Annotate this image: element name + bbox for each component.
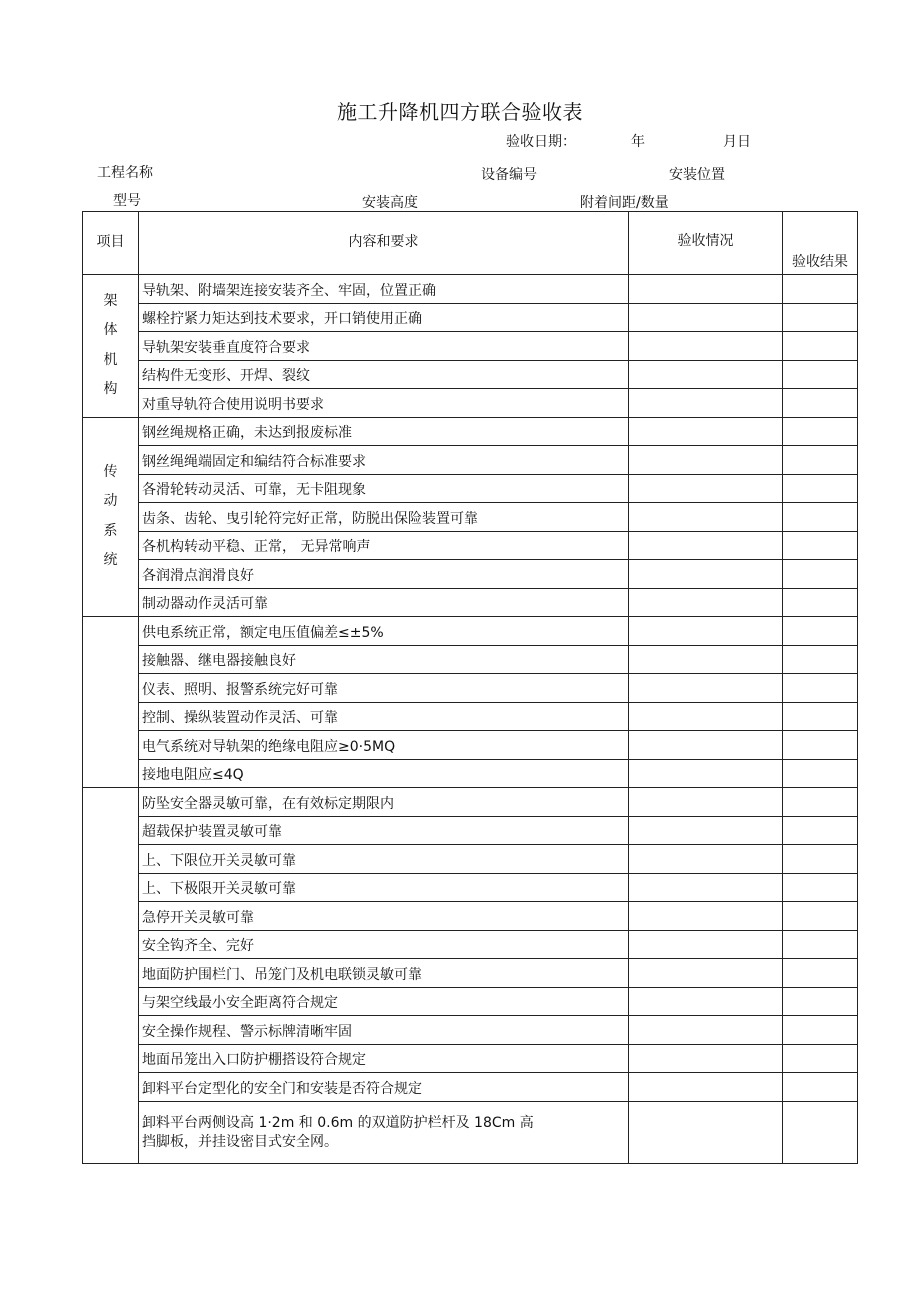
- result-cell[interactable]: [783, 446, 858, 475]
- condition-cell[interactable]: [629, 1016, 783, 1045]
- header-condition: 验收情况: [629, 212, 783, 275]
- header-item: 项目: [83, 212, 139, 275]
- table-row: [83, 759, 858, 788]
- condition-cell[interactable]: [629, 816, 783, 845]
- table-row: [83, 645, 858, 674]
- table-row: [83, 731, 858, 760]
- requirement-cell: 导轨架、附墙架连接安装齐全、牢固，位置正确: [139, 275, 629, 304]
- result-cell[interactable]: [783, 959, 858, 988]
- result-cell[interactable]: [783, 674, 858, 703]
- table-row: [83, 987, 858, 1016]
- condition-cell[interactable]: [629, 759, 783, 788]
- result-cell[interactable]: [783, 303, 858, 332]
- table-row: [83, 1016, 858, 1045]
- requirement-cell: 对重导轨符合使用说明书要求: [139, 389, 629, 418]
- model-label: 型号: [113, 193, 141, 209]
- table-row: [83, 873, 858, 902]
- result-cell[interactable]: [783, 617, 858, 646]
- condition-cell[interactable]: [629, 617, 783, 646]
- requirement-cell: 各滑轮转动灵活、可靠，无卡阻现象: [139, 474, 629, 503]
- requirement-cell: 卸料平台定型化的安全门和安装是否符合规定: [139, 1073, 629, 1102]
- condition-cell[interactable]: [629, 360, 783, 389]
- requirement-cell: 电气系统对导轨架的绝缘电阻应≥0·5MQ: [139, 731, 629, 760]
- condition-cell[interactable]: [629, 1073, 783, 1102]
- condition-cell[interactable]: [629, 474, 783, 503]
- header-result: 验收结果: [783, 212, 858, 275]
- requirement-cell: 供电系统正常，额定电压值偏差≤±5%: [139, 617, 629, 646]
- table-row: [83, 1101, 858, 1163]
- table-row: [83, 845, 858, 874]
- table-row: [83, 788, 858, 817]
- table-row: [83, 332, 858, 361]
- result-cell[interactable]: [783, 588, 858, 617]
- requirement-cell: 安全操作规程、警示标牌清晰牢固: [139, 1016, 629, 1045]
- table-row: [83, 303, 858, 332]
- header-content: 内容和要求: [139, 212, 629, 275]
- requirement-cell: 上、下极限开关灵敏可靠: [139, 873, 629, 902]
- table-row: [83, 503, 858, 532]
- condition-cell[interactable]: [629, 503, 783, 532]
- condition-cell[interactable]: [629, 902, 783, 931]
- attach-spacing-label: 附着间距/数量: [580, 195, 669, 211]
- condition-cell[interactable]: [629, 788, 783, 817]
- group-label-frame: 架 体 机 构: [83, 275, 139, 418]
- requirement-cell: [139, 1101, 629, 1163]
- install-location-label: 安装位置: [669, 167, 725, 183]
- result-cell[interactable]: [783, 503, 858, 532]
- requirement-cell: 钢丝绳绳端固定和编结符合标准要求: [139, 446, 629, 475]
- condition-cell[interactable]: [629, 275, 783, 304]
- condition-cell[interactable]: [629, 303, 783, 332]
- acceptance-table: [82, 211, 858, 1164]
- project-name-label: 工程名称: [97, 165, 153, 181]
- requirement-cell: 导轨架安装垂直度符合要求: [139, 332, 629, 361]
- result-cell[interactable]: [783, 645, 858, 674]
- requirement-cell: 仪表、照明、报警系统完好可靠: [139, 674, 629, 703]
- requirement-cell: 接触器、继电器接触良好: [139, 645, 629, 674]
- result-cell[interactable]: [783, 1101, 858, 1163]
- condition-cell[interactable]: [629, 959, 783, 988]
- result-cell[interactable]: [783, 731, 858, 760]
- requirement-cell: 地面吊笼出入口防护棚搭设符合规定: [139, 1044, 629, 1073]
- condition-cell[interactable]: [629, 446, 783, 475]
- requirement-cell: 螺栓拧紧力矩达到技术要求，开口销使用正确: [139, 303, 629, 332]
- requirement-cell: 安全钩齐全、完好: [139, 930, 629, 959]
- requirement-cell: 控制、操纵装置动作灵活、可靠: [139, 702, 629, 731]
- group-label-transmission: 传 动 系 统: [83, 417, 139, 617]
- requirement-cell: 上、下限位开关灵敏可靠: [139, 845, 629, 874]
- result-cell[interactable]: [783, 474, 858, 503]
- condition-cell[interactable]: [629, 1044, 783, 1073]
- table-row: [83, 816, 858, 845]
- date-year: 年: [631, 134, 645, 150]
- requirement-cell: 制动器动作灵活可靠: [139, 588, 629, 617]
- condition-cell[interactable]: [629, 417, 783, 446]
- group-label-safety: [83, 788, 139, 1164]
- table-row: [83, 588, 858, 617]
- result-cell[interactable]: [783, 560, 858, 589]
- requirement-cell: 结构件无变形、开焊、裂纹: [139, 360, 629, 389]
- table-row: [83, 959, 858, 988]
- requirement-cell: 齿条、齿轮、曳引轮符完好正常，防脱出保险装置可靠: [139, 503, 629, 532]
- table-row: [83, 560, 858, 589]
- requirement-cell: 接地电阻应≤4Q: [139, 759, 629, 788]
- table-row: [83, 389, 858, 418]
- form-title: 施工升降机四方联合验收表: [337, 100, 583, 124]
- result-cell[interactable]: [783, 930, 858, 959]
- requirement-cell: 地面防护围栏门、吊笼门及机电联锁灵敏可靠: [139, 959, 629, 988]
- table-row: [83, 702, 858, 731]
- condition-cell[interactable]: [629, 987, 783, 1016]
- condition-cell[interactable]: [629, 332, 783, 361]
- result-cell[interactable]: [783, 1073, 858, 1102]
- table-row: [83, 417, 858, 446]
- result-cell[interactable]: [783, 788, 858, 817]
- requirement-cell: 与架空线最小安全距离符合规定: [139, 987, 629, 1016]
- install-height-label: 安装高度: [362, 195, 418, 211]
- table-row: [83, 930, 858, 959]
- group-label-electrical: [83, 617, 139, 788]
- table-row: [83, 275, 858, 304]
- result-cell[interactable]: [783, 531, 858, 560]
- table-row: [83, 446, 858, 475]
- result-cell[interactable]: [783, 360, 858, 389]
- table-header-row: [83, 212, 858, 275]
- requirement-cell: 防坠安全器灵敏可靠，在有效标定期限内: [139, 788, 629, 817]
- result-cell[interactable]: [783, 902, 858, 931]
- result-cell[interactable]: [783, 1044, 858, 1073]
- condition-cell[interactable]: [629, 645, 783, 674]
- table-row: [83, 902, 858, 931]
- condition-cell[interactable]: [629, 873, 783, 902]
- table-row: [83, 360, 858, 389]
- requirement-cell: 急停开关灵敏可靠: [139, 902, 629, 931]
- condition-cell[interactable]: [629, 674, 783, 703]
- result-cell[interactable]: [783, 845, 858, 874]
- result-cell[interactable]: [783, 332, 858, 361]
- condition-cell[interactable]: [629, 560, 783, 589]
- table-row: [83, 1044, 858, 1073]
- condition-cell[interactable]: [629, 389, 783, 418]
- table-row: [83, 1073, 858, 1102]
- table-row: [83, 674, 858, 703]
- requirement-cell: 各润滑点润滑良好: [139, 560, 629, 589]
- result-cell[interactable]: [783, 275, 858, 304]
- result-cell[interactable]: [783, 389, 858, 418]
- requirement-line: 挡脚板，并挂设密目式安全网。: [142, 1134, 338, 1150]
- requirement-cell: 超载保护装置灵敏可靠: [139, 816, 629, 845]
- result-cell[interactable]: [783, 417, 858, 446]
- requirement-cell: 各机构转动平稳、正常， 无异常响声: [139, 531, 629, 560]
- table-row: [83, 617, 858, 646]
- result-cell[interactable]: [783, 816, 858, 845]
- device-no-label: 设备编号: [481, 167, 537, 183]
- date-month-day: 月日: [723, 134, 751, 150]
- condition-cell[interactable]: [629, 702, 783, 731]
- result-cell[interactable]: [783, 759, 858, 788]
- table-row: [83, 474, 858, 503]
- condition-cell[interactable]: [629, 531, 783, 560]
- requirement-cell: 钢丝绳规格正确，未达到报废标准: [139, 417, 629, 446]
- result-cell[interactable]: [783, 702, 858, 731]
- requirement-line: 卸料平台两侧设高 1·2m 和 0.6m 的双道防护栏杆及 18Cm 高: [142, 1115, 534, 1132]
- table-row: [83, 531, 858, 560]
- result-cell[interactable]: [783, 873, 858, 902]
- condition-cell[interactable]: [629, 930, 783, 959]
- condition-cell[interactable]: [629, 1101, 783, 1163]
- date-label: 验收日期：: [506, 134, 576, 150]
- result-cell[interactable]: [783, 987, 858, 1016]
- result-cell[interactable]: [783, 1016, 858, 1045]
- condition-cell[interactable]: [629, 845, 783, 874]
- condition-cell[interactable]: [629, 588, 783, 617]
- condition-cell[interactable]: [629, 731, 783, 760]
